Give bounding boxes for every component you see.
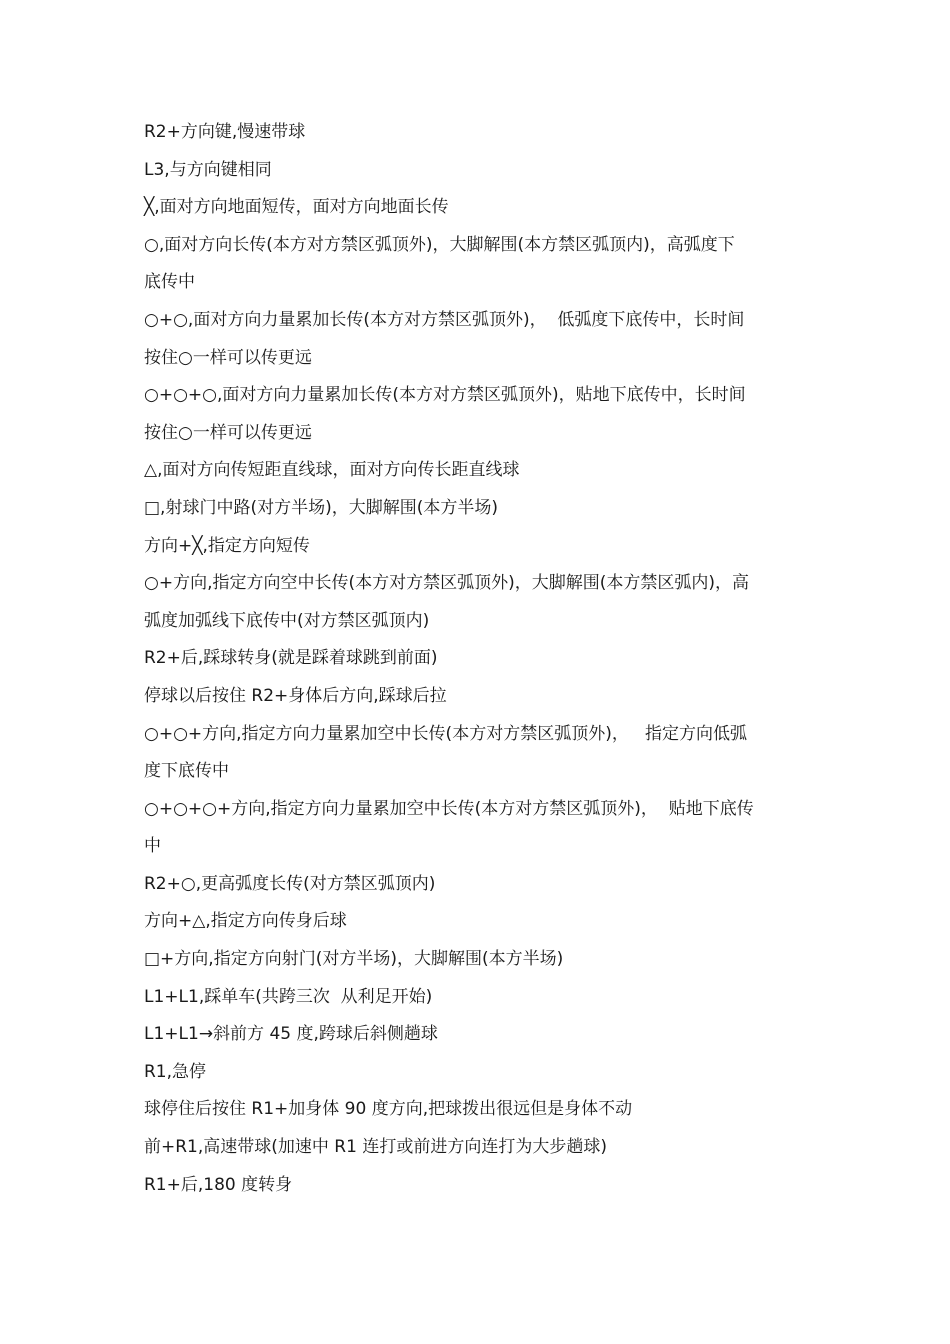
text-line: 按住○一样可以传更远 (144, 422, 312, 443)
text-line: ○+○+○+方向,指定方向力量累加空中长传(本方对方禁区弧顶外)， 贴地下底传 (144, 798, 754, 819)
text-line: ○+方向,指定方向空中长传(本方对方禁区弧顶外)，大脚解围(本方禁区弧内)，高 (144, 573, 750, 594)
text-line: ○+○+方向,指定方向力量累加空中长传(本方对方禁区弧顶外)， 指定方向低弧 (144, 723, 748, 744)
text-line: 方向+╳,指定方向短传 (144, 535, 310, 556)
text-line: △,面对方向传短距直线球，面对方向传长距直线球 (144, 460, 520, 481)
text-line: L1+L1,踩单车(共跨三次 从利足开始) (144, 986, 433, 1007)
text-line: 停球以后按住 R2+身体后方向,踩球后拉 (144, 685, 447, 706)
text-line: L3,与方向键相同 (144, 159, 272, 180)
text-line: 前+R1,高速带球(加速中 R1 连打或前进方向连打为大步趟球) (144, 1137, 607, 1158)
text-line: ○,面对方向长传(本方对方禁区弧顶外)，大脚解围(本方禁区弧顶内)，高弧度下 (144, 234, 735, 255)
text-line: R2+后,踩球转身(就是踩着球跳到前面) (144, 648, 438, 669)
text-line: □+方向,指定方向射门(对方半场)，大脚解围(本方半场) (144, 949, 564, 970)
text-line: 中 (144, 836, 161, 857)
text-line: R1+后,180 度转身 (144, 1174, 293, 1195)
text-line: L1+L1→斜前方 45 度,跨球后斜侧趟球 (144, 1024, 438, 1045)
text-line: R2+○,更高弧度长传(对方禁区弧顶内) (144, 873, 436, 894)
document-body (144, 114, 812, 1204)
text-line: 球停住后按住 R1+加身体 90 度方向,把球拨出很远但是身体不动 (144, 1099, 633, 1120)
text-line: 按住○一样可以传更远 (144, 347, 312, 368)
text-line: 底传中 (144, 272, 195, 293)
text-line: 度下底传中 (144, 761, 229, 782)
text-line: R1,急停 (144, 1061, 207, 1082)
text-line: 弧度加弧线下底传中(对方禁区弧顶内) (144, 610, 430, 631)
text-line: R2+方向键,慢速带球 (144, 122, 306, 142)
text-line: ╳,面对方向地面短传，面对方向地面长传 (144, 197, 449, 218)
text-line: □,射球门中路(对方半场)，大脚解围(本方半场) (144, 497, 498, 518)
text-line: ○+○,面对方向力量累加长传(本方对方禁区弧顶外)， 低弧度下底传中，长时间 (144, 309, 745, 330)
text-line: 方向+△,指定方向传身后球 (144, 911, 347, 932)
text-line: ○+○+○,面对方向力量累加长传(本方对方禁区弧顶外)，贴地下底传中，长时间 (144, 385, 746, 406)
